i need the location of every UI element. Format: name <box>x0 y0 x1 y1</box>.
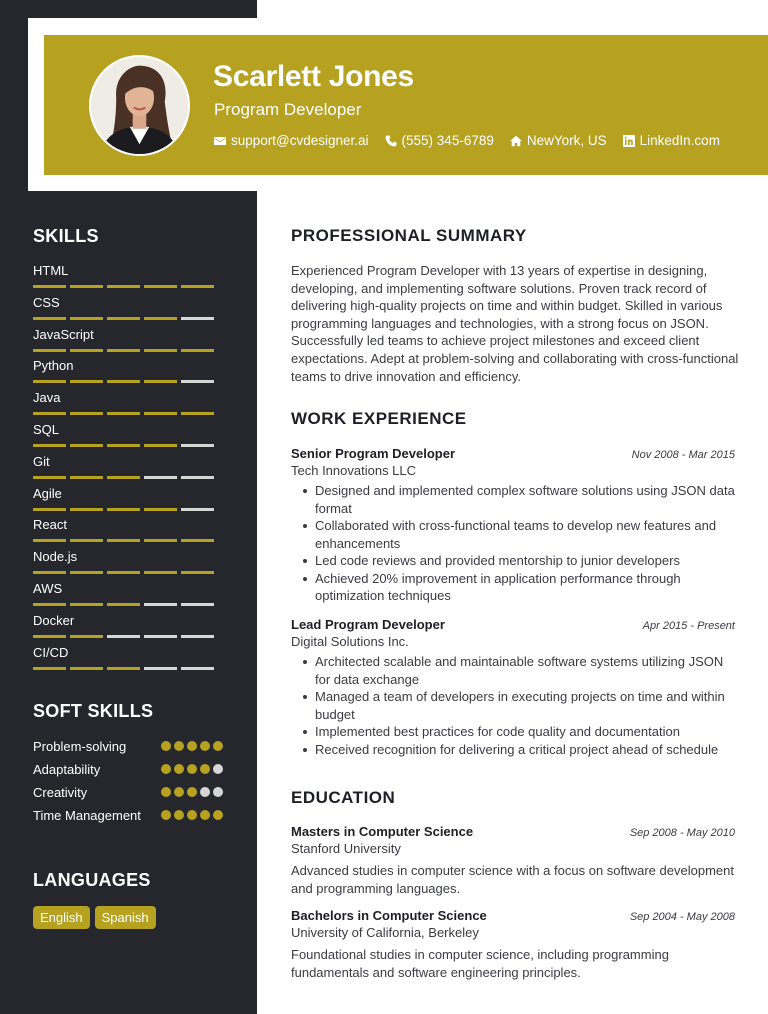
education-degree: Masters in Computer Science <box>291 824 474 839</box>
skill-level-segment <box>70 349 103 352</box>
job-bullet: Collaborated with cross-functional teams to develop new features and enhancements <box>301 517 735 552</box>
skill-level-bars <box>33 508 223 511</box>
skill-name: Node.js <box>33 549 78 565</box>
skill-level-segment <box>70 317 103 320</box>
skill-level-segment <box>107 667 140 670</box>
skill-level-segment <box>107 444 140 447</box>
skill-name: Java <box>33 390 61 406</box>
job-header <box>291 446 735 461</box>
education-school: Stanford University <box>291 841 401 856</box>
contact-email[interactable] <box>214 133 369 148</box>
skill-level-segment <box>107 635 140 638</box>
skill-level-segment <box>70 508 103 511</box>
skill-level-segment <box>107 285 140 288</box>
soft-skill-name: Problem-solving <box>33 739 127 754</box>
job-bullets <box>291 482 735 605</box>
skill-level-segment <box>144 635 177 638</box>
soft-skill-item <box>33 738 223 755</box>
soft-skill-level-dot <box>161 764 171 774</box>
education-date: Sep 2004 - May 2008 <box>629 911 735 923</box>
skill-level-bars <box>33 285 223 288</box>
soft-skill-level-dot <box>213 741 223 751</box>
education-header <box>291 908 735 923</box>
skill-level-segment <box>144 380 177 383</box>
skill-level-bars <box>33 349 223 352</box>
contact-phone-text: (555) 345-6789 <box>401 133 494 148</box>
skill-level-segment <box>107 571 140 574</box>
skill-name: Agile <box>33 485 62 501</box>
skill-level-segment <box>107 412 140 415</box>
skill-level-segment <box>144 667 177 670</box>
job-bullet: Received recognition for delivering a critical project ahead of schedule <box>301 741 735 759</box>
skill-level-segment <box>33 412 66 415</box>
soft-skill-item <box>33 784 223 801</box>
skill-level-segment <box>144 349 177 352</box>
job-bullet: Architected scalable and maintainable software systems utilizing JSON for data exchange <box>301 653 735 688</box>
skill-name: HTML <box>33 263 69 278</box>
skill-level-bars <box>33 476 223 479</box>
soft-skill-level-dot <box>174 787 184 797</box>
home-icon <box>510 135 522 147</box>
job-header <box>291 617 735 632</box>
education-entry <box>291 824 735 897</box>
skill-level-segment <box>33 285 66 288</box>
soft-skill-level-dot <box>174 741 184 751</box>
skill-item <box>33 421 223 453</box>
soft-skill-item <box>33 761 223 778</box>
skill-level-segment <box>70 476 103 479</box>
job-bullets <box>291 653 735 758</box>
contact-phone[interactable] <box>385 133 494 148</box>
skill-level-segment <box>70 285 103 288</box>
summary-text: Experienced Program Developer with 13 years of expertise in designing, developing, and implementing software solutions. Proven track record of delivering high-quality projects on time and within budget. Skilled in various programming languages and technologies, with a strong focus on JSON. Successfully led teams to achieve project milestones and exceed client expectations. Adept at problem-solving and collaborating with cross-functional teams to drive innovation and efficiency. <box>291 263 739 384</box>
skill-level-segment <box>144 508 177 511</box>
soft-skill-level-dot <box>174 764 184 774</box>
skill-level-segment <box>181 317 214 320</box>
linkedin-icon <box>623 135 635 147</box>
skill-level-segment <box>70 380 103 383</box>
skill-level-segment <box>70 539 103 542</box>
skill-level-segment <box>181 412 214 415</box>
skill-level-segment <box>70 444 103 447</box>
skill-level-segment <box>181 285 214 288</box>
skill-level-segment <box>33 603 66 606</box>
experience-heading: WORK EXPERIENCE <box>291 409 467 428</box>
job-bullet: Designed and implemented complex software solutions using JSON data format <box>301 482 735 517</box>
skill-level-bars <box>33 667 223 670</box>
contact-linkedin[interactable] <box>623 133 720 148</box>
soft-skill-level-dot <box>187 764 197 774</box>
soft-skill-level-dot <box>200 787 210 797</box>
skill-level-segment <box>144 539 177 542</box>
skill-level-bars <box>33 380 223 383</box>
skill-level-segment <box>181 508 214 511</box>
education-degree: Bachelors in Computer Science <box>291 908 487 923</box>
skill-name: Git <box>33 453 50 469</box>
skill-item <box>33 357 223 389</box>
job-date: Nov 2008 - Mar 2015 <box>631 449 735 461</box>
job-bullet: Achieved 20% improvement in application performance through optimization techniques <box>301 570 735 605</box>
skill-level-bars <box>33 412 223 415</box>
skill-level-segment <box>33 635 66 638</box>
soft-skill-name: Creativity <box>33 785 88 800</box>
skill-level-bars <box>33 635 223 638</box>
skill-level-segment <box>181 571 214 574</box>
job-company: Tech Innovations LLC <box>291 463 417 478</box>
skill-item <box>33 612 223 644</box>
soft-skill-level-dot <box>161 810 171 820</box>
soft-skill-level-dot <box>187 787 197 797</box>
skill-level-segment <box>33 571 66 574</box>
candidate-title: Program Developer <box>214 100 362 119</box>
skill-level-segment <box>181 444 214 447</box>
soft-skill-level-dot <box>213 764 223 774</box>
skill-level-segment <box>33 539 66 542</box>
soft-skill-name: Time Management <box>33 808 141 823</box>
skill-level-segment <box>33 667 66 670</box>
skill-level-segment <box>181 635 214 638</box>
skill-level-segment <box>144 476 177 479</box>
profile-photo <box>89 55 190 156</box>
contact-location-text: NewYork, US <box>526 133 607 148</box>
envelope-icon <box>214 135 226 147</box>
skill-level-bars <box>33 317 223 320</box>
skill-name: Docker <box>33 612 75 628</box>
phone-icon <box>385 135 397 147</box>
job-entry <box>291 446 735 605</box>
soft-skill-level-dot <box>187 810 197 820</box>
skill-level-segment <box>107 476 140 479</box>
contact-email-text: support@cvdesigner.ai <box>231 133 369 148</box>
education-heading: EDUCATION <box>291 788 396 807</box>
summary-heading: PROFESSIONAL SUMMARY <box>291 226 527 245</box>
skill-level-segment <box>144 412 177 415</box>
skill-level-segment <box>33 508 66 511</box>
soft-skill-level-dot <box>200 764 210 774</box>
skill-level-segment <box>70 603 103 606</box>
skill-level-segment <box>181 380 214 383</box>
skill-level-segment <box>107 349 140 352</box>
languages-list <box>33 906 161 929</box>
skill-name: React <box>33 517 67 533</box>
education-school: University of California, Berkeley <box>291 925 479 940</box>
soft-skill-level-dots <box>158 764 223 774</box>
soft-skills-list <box>33 738 223 830</box>
skill-level-segment <box>107 539 140 542</box>
languages-heading: LANGUAGES <box>33 870 151 890</box>
skills-list <box>33 262 223 675</box>
skill-name: JavaScript <box>33 326 94 342</box>
skill-item <box>33 262 223 294</box>
job-company: Digital Solutions Inc. <box>291 634 409 649</box>
skill-level-segment <box>33 444 66 447</box>
skill-item <box>33 548 223 580</box>
education-description: Advanced studies in computer science with a focus on software development and programming languages. <box>291 863 734 896</box>
education-entry <box>291 908 735 981</box>
contact-linkedin-text: LinkedIn.com <box>639 133 720 148</box>
soft-skill-level-dot <box>161 787 171 797</box>
skill-level-segment <box>33 349 66 352</box>
skill-level-segment <box>33 380 66 383</box>
skill-name: CSS <box>33 294 60 310</box>
soft-skill-level-dot <box>200 741 210 751</box>
skill-level-segment <box>70 412 103 415</box>
job-date: Apr 2015 - Present <box>642 620 735 632</box>
job-bullet: Implemented best practices for code quality and documentation <box>301 723 735 741</box>
skill-level-bars <box>33 603 223 606</box>
education-header <box>291 824 735 839</box>
soft-skill-level-dot <box>161 741 171 751</box>
skill-item <box>33 294 223 326</box>
skill-level-segment <box>107 317 140 320</box>
skill-level-segment <box>181 603 214 606</box>
skill-item <box>33 580 223 612</box>
soft-skill-level-dot <box>213 810 223 820</box>
skill-level-segment <box>33 476 66 479</box>
skill-level-bars <box>33 539 223 542</box>
skill-level-segment <box>181 476 214 479</box>
soft-skill-level-dots <box>158 810 223 820</box>
soft-skills-heading: SOFT SKILLS <box>33 701 154 721</box>
skill-name: Python <box>33 358 74 374</box>
skill-level-segment <box>144 317 177 320</box>
skill-level-segment <box>181 539 214 542</box>
education-date: Sep 2008 - May 2010 <box>629 827 735 839</box>
contact-location <box>510 133 607 148</box>
job-bullet: Led code reviews and provided mentorship to junior developers <box>301 552 735 570</box>
candidate-name: Scarlett Jones <box>213 60 414 93</box>
skill-level-segment <box>144 444 177 447</box>
soft-skill-level-dot <box>187 741 197 751</box>
job-entry <box>291 617 735 758</box>
soft-skill-level-dots <box>158 787 223 797</box>
skill-level-segment <box>70 667 103 670</box>
skill-level-bars <box>33 444 223 447</box>
skill-item <box>33 516 223 548</box>
language-badge: English <box>33 906 90 929</box>
skill-item <box>33 644 223 676</box>
skill-level-segment <box>144 285 177 288</box>
skill-name: SQL <box>33 421 60 437</box>
skill-item <box>33 453 223 485</box>
soft-skill-level-dot <box>174 810 184 820</box>
job-role: Lead Program Developer <box>291 617 445 632</box>
skill-item <box>33 326 223 358</box>
skill-level-segment <box>107 508 140 511</box>
skill-level-segment <box>144 603 177 606</box>
soft-skill-level-dot <box>213 787 223 797</box>
soft-skill-item <box>33 807 223 824</box>
language-badge: Spanish <box>95 906 156 929</box>
contact-row <box>214 133 736 148</box>
skills-heading: SKILLS <box>33 226 99 246</box>
skill-level-segment <box>181 667 214 670</box>
skill-level-segment <box>144 571 177 574</box>
education-description: Foundational studies in computer science, including programming fundamentals and software engineering principles. <box>291 947 669 980</box>
skill-name: CI/CD <box>33 644 69 660</box>
soft-skill-level-dot <box>200 810 210 820</box>
skill-item <box>33 389 223 421</box>
skill-level-segment <box>70 635 103 638</box>
skill-level-segment <box>33 317 66 320</box>
job-bullet: Managed a team of developers in executing projects on time and within budget <box>301 688 735 723</box>
skill-item <box>33 485 223 517</box>
skill-level-bars <box>33 571 223 574</box>
skill-level-segment <box>181 349 214 352</box>
soft-skill-level-dots <box>158 741 223 751</box>
skill-level-segment <box>70 571 103 574</box>
job-role: Senior Program Developer <box>291 446 455 461</box>
skill-level-segment <box>107 603 140 606</box>
skill-level-segment <box>107 380 140 383</box>
soft-skill-name: Adaptability <box>33 762 101 777</box>
skill-name: AWS <box>33 580 63 596</box>
